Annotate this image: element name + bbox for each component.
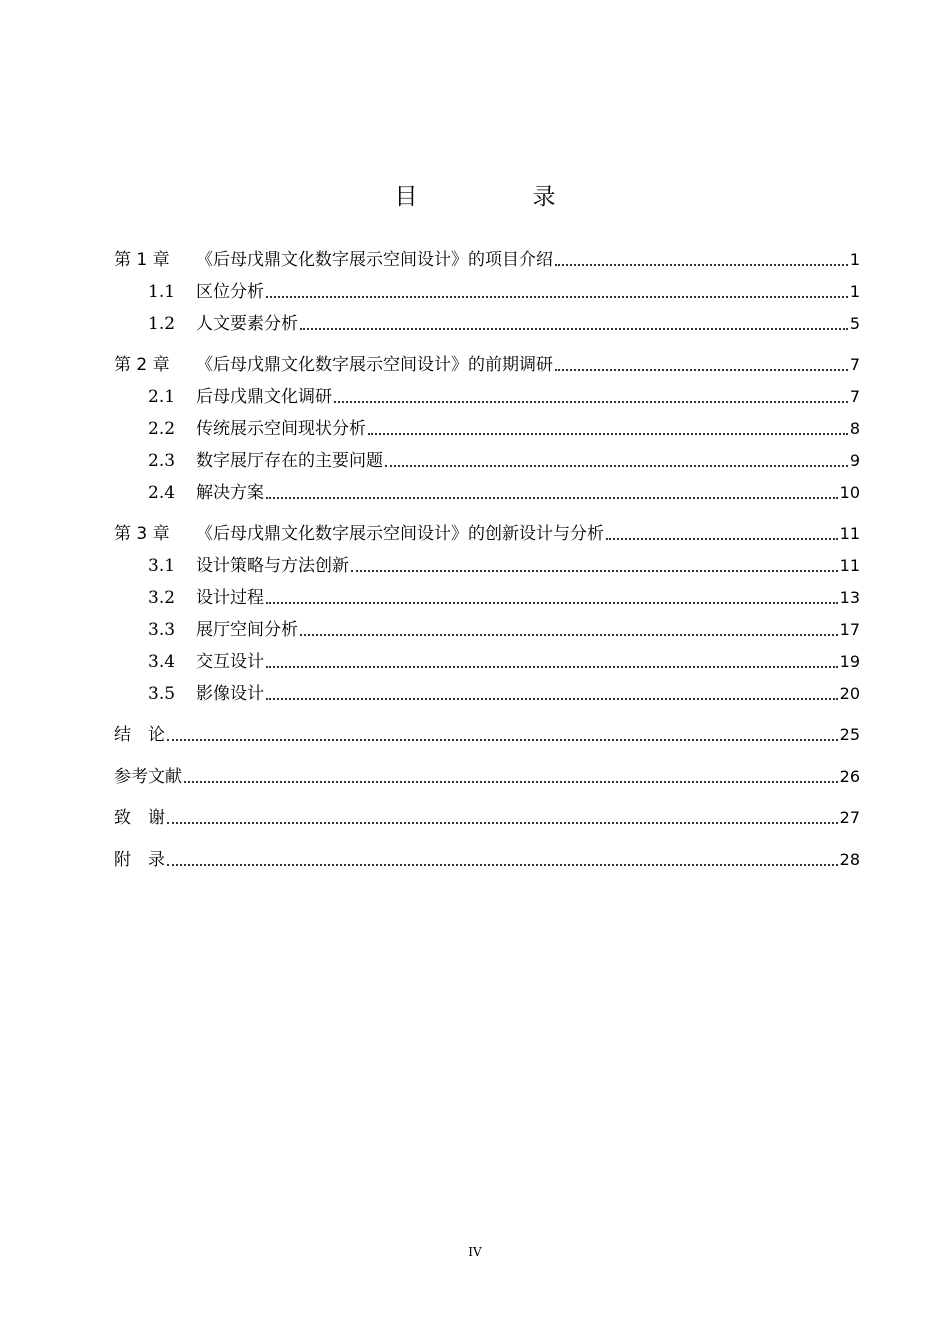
toc-page-number: 1 [849,282,860,301]
dot-leader [555,357,848,371]
toc-page-number: 9 [849,451,860,470]
toc-title: 《后母戊鼎文化数字展示空间设计》的项目介绍 [196,250,553,270]
toc-page-number: 8 [849,419,860,438]
toc-entry-chapter-1[interactable] [114,247,860,271]
toc-page-number: 11 [839,524,860,543]
dot-leader [300,316,848,330]
dot-leader [167,727,838,741]
toc-title: 传统展示空间现状分析 [196,419,366,439]
toc-title: 《后母戊鼎文化数字展示空间设计》的前期调研 [196,355,553,375]
toc-entry-appendix[interactable] [114,847,860,871]
toc-number: 1.1 [148,282,176,302]
toc-page-number: 7 [849,387,860,406]
page-number-footer: IV [468,1245,482,1259]
toc-title: 数字展厅存在的主要问题 [196,451,383,471]
dot-leader [368,421,848,435]
toc-number: 第 1 章 [114,250,170,270]
toc-number: 2.1 [148,387,176,407]
dot-leader [606,526,838,540]
toc-entry-conclusion[interactable] [114,722,860,746]
toc-page-number: 7 [849,355,860,374]
toc-number: 2.3 [148,451,176,471]
toc-number: 3.5 [148,684,176,704]
toc-page-number: 28 [839,850,860,869]
toc-entry-2-1[interactable] [148,384,860,408]
toc-title: 参考文献 [114,767,182,787]
toc-page-number: 26 [839,767,860,786]
toc-title: 交互设计 [196,652,264,672]
toc-title: 附 录 [114,850,165,870]
dot-leader [334,389,848,403]
dot-leader [167,852,838,866]
toc-page-number: 5 [849,314,860,333]
toc-page-number: 11 [839,556,860,575]
toc-title: 区位分析 [196,282,264,302]
toc-title: 《后母戊鼎文化数字展示空间设计》的创新设计与分析 [196,524,604,544]
toc-entry-3-1[interactable] [148,553,860,577]
toc-entry-chapter-3[interactable] [114,521,860,545]
toc-entry-1-1[interactable] [148,279,860,303]
dot-leader [385,453,848,467]
toc-entry-3-5[interactable] [148,681,860,705]
toc-title: 后母戊鼎文化调研 [196,387,332,407]
toc-page-number: 10 [839,483,860,502]
toc-page-number: 27 [839,808,860,827]
toc-page-number: 13 [839,588,860,607]
toc-entry-2-2[interactable] [148,416,860,440]
toc-title: 致 谢 [114,808,165,828]
toc-entry-2-3[interactable] [148,448,860,472]
dot-leader [351,558,838,572]
page-title: 目 录 [394,184,602,210]
toc-page-number: 17 [839,620,860,639]
toc-title: 结 论 [114,725,165,745]
dot-leader [266,590,838,604]
dot-leader [266,686,838,700]
dot-leader [266,284,848,298]
toc-title: 解决方案 [196,483,264,503]
toc-number: 第 3 章 [114,524,170,544]
toc-number: 3.3 [148,620,176,640]
toc-number: 第 2 章 [114,355,170,375]
dot-leader [555,252,848,266]
dot-leader [184,769,838,783]
toc-page-number: 20 [839,684,860,703]
toc-entry-acknowledgements[interactable] [114,805,860,829]
toc-title: 人文要素分析 [196,314,298,334]
toc-entry-1-2[interactable] [148,311,860,335]
toc-entry-references[interactable] [114,764,860,788]
toc-entry-3-3[interactable] [148,617,860,641]
toc-entry-chapter-2[interactable] [114,352,860,376]
toc-page-number: 25 [839,725,860,744]
toc-number: 3.1 [148,556,176,576]
toc-number: 2.2 [148,419,176,439]
toc-number: 1.2 [148,314,176,334]
toc-title: 影像设计 [196,684,264,704]
dot-leader [266,485,838,499]
toc-number: 3.4 [148,652,176,672]
toc-number: 3.2 [148,588,176,608]
toc-title: 设计过程 [196,588,264,608]
dot-leader [300,622,838,636]
toc-page-number: 1 [849,250,860,269]
toc-title: 展厅空间分析 [196,620,298,640]
dot-leader [266,654,838,668]
toc-title: 设计策略与方法创新 [196,556,349,576]
toc-entry-3-4[interactable] [148,649,860,673]
toc-number: 2.4 [148,483,176,503]
toc-entry-3-2[interactable] [148,585,860,609]
toc-entry-2-4[interactable] [148,480,860,504]
toc-page-number: 19 [839,652,860,671]
dot-leader [167,810,838,824]
